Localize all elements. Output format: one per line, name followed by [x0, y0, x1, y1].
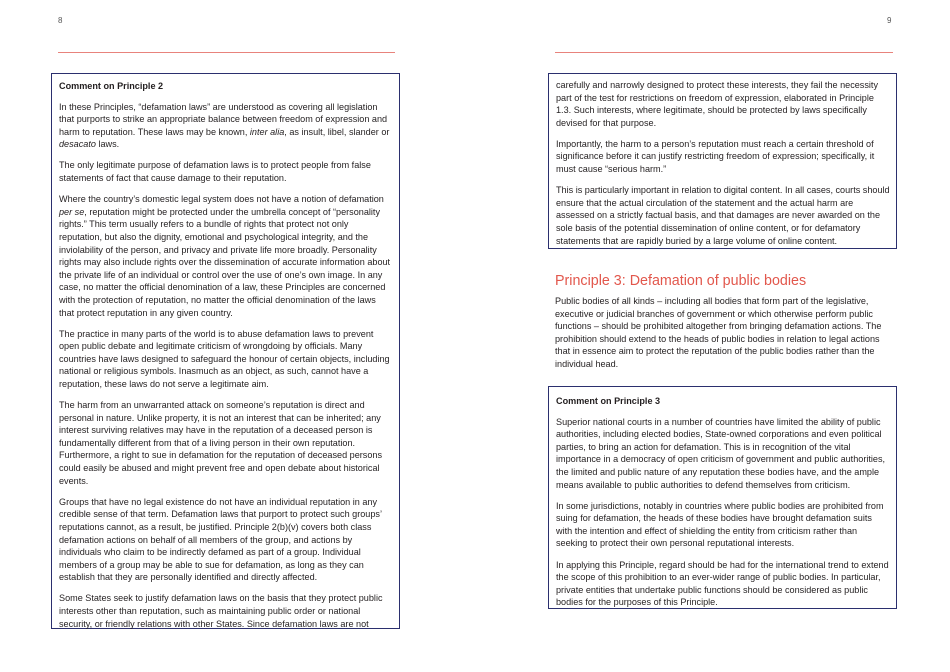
comment-paragraph: The harm from an unwarranted attack on someone’s reputation is direct and personal in nature. Unlike property, it is not an interest that can be inherited; any interest surviving relatives may have in the reputation of a deceased person is fundamentally different from that of a living person in their own reputation. Furthermore, a right to sue in defamation for the reputation of deceased persons could easily be abused and might prevent free and open debate about historical events. [59, 400, 383, 486]
comment-heading-principle-2: Comment on Principle 2 [59, 81, 164, 91]
continuation-paragraph: Importantly, the harm to a person’s reputation must reach a certain threshold of significance before it can justify restricting freedom of expression; specifically, it must cause “serious harm.” [556, 138, 875, 175]
comment-paragraph: The only legitimate purpose of defamation laws is to protect people from false statements of fact that cause damage to their reputation. [59, 160, 371, 184]
comment-paragraph: In some jurisdictions, notably in countries where public bodies are prohibited from suing for defamation, the heads of these bodies have brought defamation suits with the intention and effect of shielding the entity from criticism rather than seeking to protect their own personal reputational interests. [556, 500, 884, 549]
header-rule-right [555, 52, 893, 53]
comment-paragraph: Some States seek to justify defamation laws on the basis that they protect public interests other than reputation, such as maintaining public order or national security, or friendly relations with other States. Since defamation laws are not [59, 593, 383, 629]
principle-3-body [555, 295, 895, 379]
principle-3-heading: Principle 3: Defamation of public bodies [555, 273, 807, 289]
comment-paragraph: In applying this Principle, regard should be had for the international trend to extend the scope of this prohibition to an ever-wider range of public bodies. In particular, private entities that undertake public functions should be considered as public bodies for the purposes of this Principle. [556, 559, 889, 608]
page-number-right: 9 [887, 16, 892, 25]
continuation-paragraph: carefully and narrowly designed to protect these interests, they fail the necessity part of the test for restrictions on freedom of expression, elaborated in Principle 1.3. Such interests, where legitimate, should be protected by laws specifically devised for that purpose. [556, 80, 878, 128]
principle-3-text: Public bodies of all kinds – including all bodies that form part of the legislative, executive or judicial branches of government or which otherwise perform public functions – should be prohibited altogether from bringing defamation actions. The prohibition should extend to the heads of public bodies in relation to legal actions that in essence aim to protect the reputation of the public bodies rather than the individual head. [555, 296, 882, 369]
continuation-paragraph: This is particularly important in relation to digital content. In all cases, courts should ensure that the actual circulation of the statement and the actual harm are assessed on a strictly factual basis, and that damages are never awarded on the sole basis of the potential dissemination of online content, or for defamatory statements that are rapidly buried by a large volume of online content. [556, 185, 890, 246]
comment-heading-principle-3: Comment on Principle 3 [556, 396, 661, 406]
comment-paragraph: Superior national courts in a number of countries have limited the ability of public authorities, including elected bodies, State-owned corporations and even political parties, to bring an action for defamation. This is in recognition of the vital importance in a democracy of open criticism of government and public authorities, the limited and public nature of any reputation these bodies have, and the ample means available to public authorities to defend themselves from criticism. [556, 416, 886, 490]
page-number-left: 8 [58, 16, 63, 25]
comment-box-principle-2 [51, 73, 400, 629]
comment-paragraph: The practice in many parts of the world is to abuse defamation laws to prevent open public debate and legitimate criticism of wrongdoing by officials. Many countries have laws designed to safeguard the honour of certain objects, including national or religious symbols. Inasmuch as an object, as such, cannot have a reputation, these laws do not serve a legitimate aim. [59, 328, 390, 389]
continuation-box [548, 73, 897, 249]
comment-box-principle-3 [548, 386, 897, 609]
comment-paragraph: In these Principles, “defamation laws” are understood as covering all legislation that purports to strike an appropriate balance between freedom of expression and harm to reputation. These laws may be known, inter alia, as insult, libel, slander or desacato laws. [59, 101, 390, 150]
comment-paragraph: Groups that have no legal existence do not have an individual reputation in any credible sense of that term. Defamation laws that purport to protect such groups’ reputations cannot, as a result, be justified. Principle 2(b)(v) covers both class defamation actions on behalf of all members of the group, and actions by individuals who claim to be indirectly defamed as part of a group. Individual members of a group may be able to sue for defamation, as long as they can establish that they are personally identified and directly affected. [59, 496, 382, 583]
header-rule-left [58, 52, 395, 53]
comment-paragraph: Where the country’s domestic legal system does not have a notion of defamation per se, reputation might be protected under the umbrella concept of “personality rights.” This term usually refers to a bundle of rights that protect not only reputation, but also the dignity, emotional and psychological integrity, and the inviolability of the person, and privacy and private life more broadly. Personality rights may also include rights over the dissemination of accurate information about the private life of an individual or control over the use of one’s own image. In any case, no matter the official denomination of a law, these Principles are concerned with the protection of reputation, no matter the official denomination of the laws that protect reputation in any given country. [59, 194, 391, 318]
